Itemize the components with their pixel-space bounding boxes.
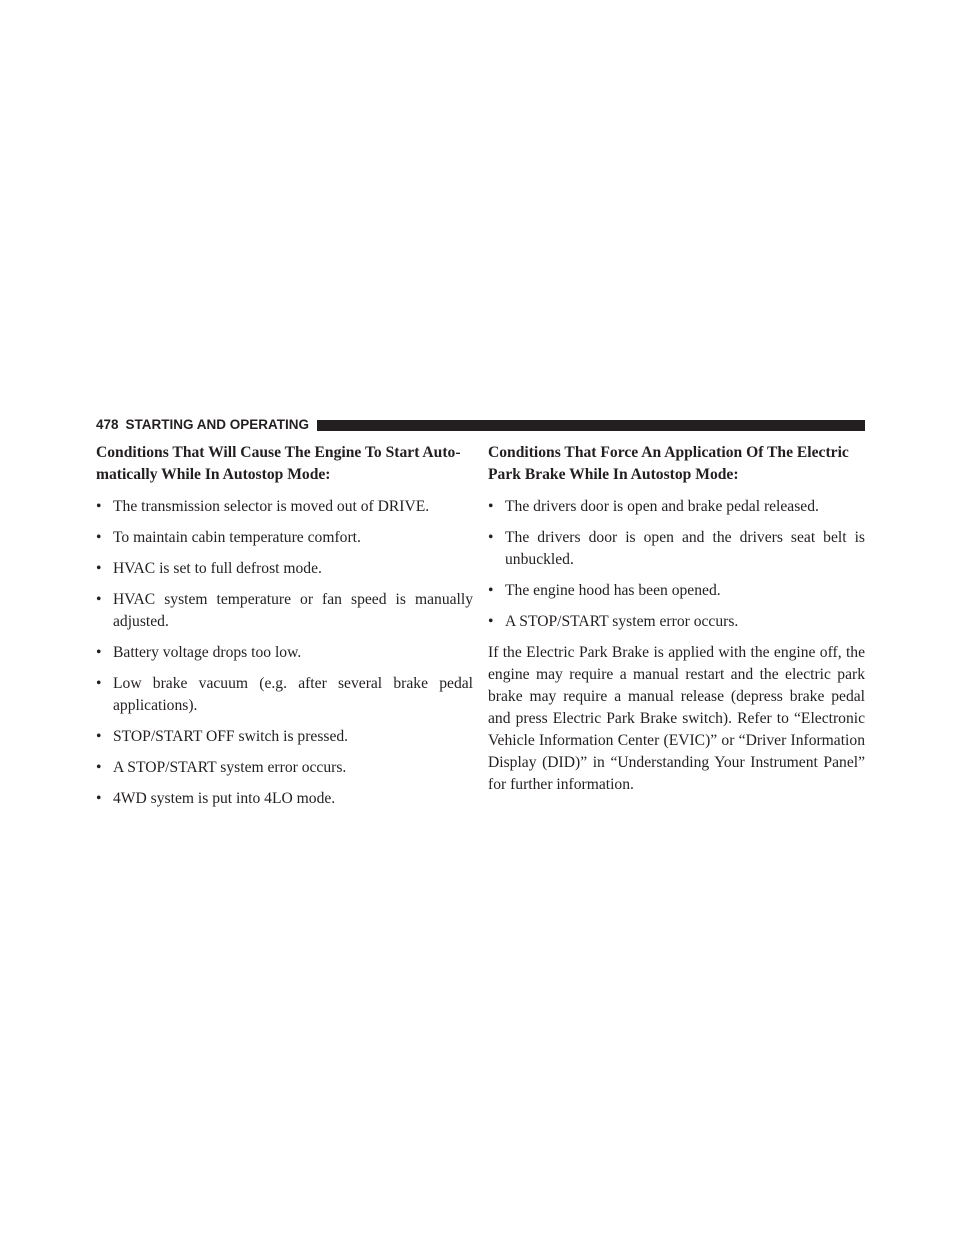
list-item-text: Low brake vacuum (e.g. after several brake pedal applications).	[113, 675, 473, 714]
bullet-icon: •	[96, 560, 102, 577]
list-item-text: The drivers door is open and the drivers seat belt is unbuckled.	[505, 529, 865, 568]
right-column	[488, 442, 865, 796]
bullet-icon: •	[96, 728, 102, 745]
bullet-icon: •	[96, 644, 102, 661]
bullet-icon: •	[96, 591, 102, 608]
bullet-icon: •	[488, 529, 494, 546]
list-item	[96, 757, 473, 779]
list-item	[96, 642, 473, 664]
left-heading: Conditions That Will Cause The Engine To Start Auto-matically While In Autostop Mode:	[96, 444, 461, 483]
bullet-icon: •	[96, 529, 102, 546]
list-item	[488, 496, 865, 518]
right-bullet-list	[488, 496, 865, 633]
list-item-text: 4WD system is put into 4LO mode.	[113, 790, 336, 807]
list-item	[96, 558, 473, 580]
list-item-text: STOP/START OFF switch is pressed.	[113, 728, 349, 745]
body-paragraph: If the Electric Park Brake is applied with the engine off, the engine may require a manual restart and the electric park brake may require a manual release (depress brake pedal and press Electric Park Brake switch). Refer to “Electronic Vehicle Information Center (EVIC)” or “Driver Information Display (DID)” in “Understanding Your Instrument Panel” for further information.	[488, 644, 865, 793]
list-item-text: A STOP/START system error occurs.	[505, 613, 739, 630]
list-item	[488, 580, 865, 602]
bullet-icon: •	[488, 498, 494, 515]
list-item	[488, 527, 865, 571]
list-item	[96, 496, 473, 518]
list-item	[96, 788, 473, 810]
list-item-text: The engine hood has been opened.	[505, 582, 721, 599]
list-item	[96, 527, 473, 549]
list-item	[488, 611, 865, 633]
page-header	[96, 416, 865, 434]
right-heading: Conditions That Force An Application Of The Electric Park Brake While In Autostop Mode:	[488, 444, 849, 483]
list-item	[96, 589, 473, 633]
bullet-icon: •	[96, 675, 102, 692]
bullet-icon: •	[488, 613, 494, 630]
list-item-text: Battery voltage drops too low.	[113, 644, 302, 661]
list-item-text: The transmission selector is moved out of DRIVE.	[113, 498, 430, 515]
list-item-text: A STOP/START system error occurs.	[113, 759, 347, 776]
bullet-icon: •	[488, 582, 494, 599]
bullet-icon: •	[96, 790, 102, 807]
left-bullet-list	[96, 496, 473, 810]
list-item-text: HVAC system temperature or fan speed is manually adjusted.	[113, 591, 473, 630]
page-number: 478	[96, 417, 119, 432]
header-rule	[317, 420, 865, 431]
list-item	[96, 726, 473, 748]
list-item-text: The drivers door is open and brake pedal released.	[505, 498, 819, 515]
bullet-icon: •	[96, 498, 102, 515]
left-column	[96, 442, 473, 819]
list-item	[96, 673, 473, 717]
section-title: STARTING AND OPERATING	[125, 417, 310, 432]
bullet-icon: •	[96, 759, 102, 776]
list-item-text: HVAC is set to full defrost mode.	[113, 560, 322, 577]
list-item-text: To maintain cabin temperature comfort.	[113, 529, 361, 546]
